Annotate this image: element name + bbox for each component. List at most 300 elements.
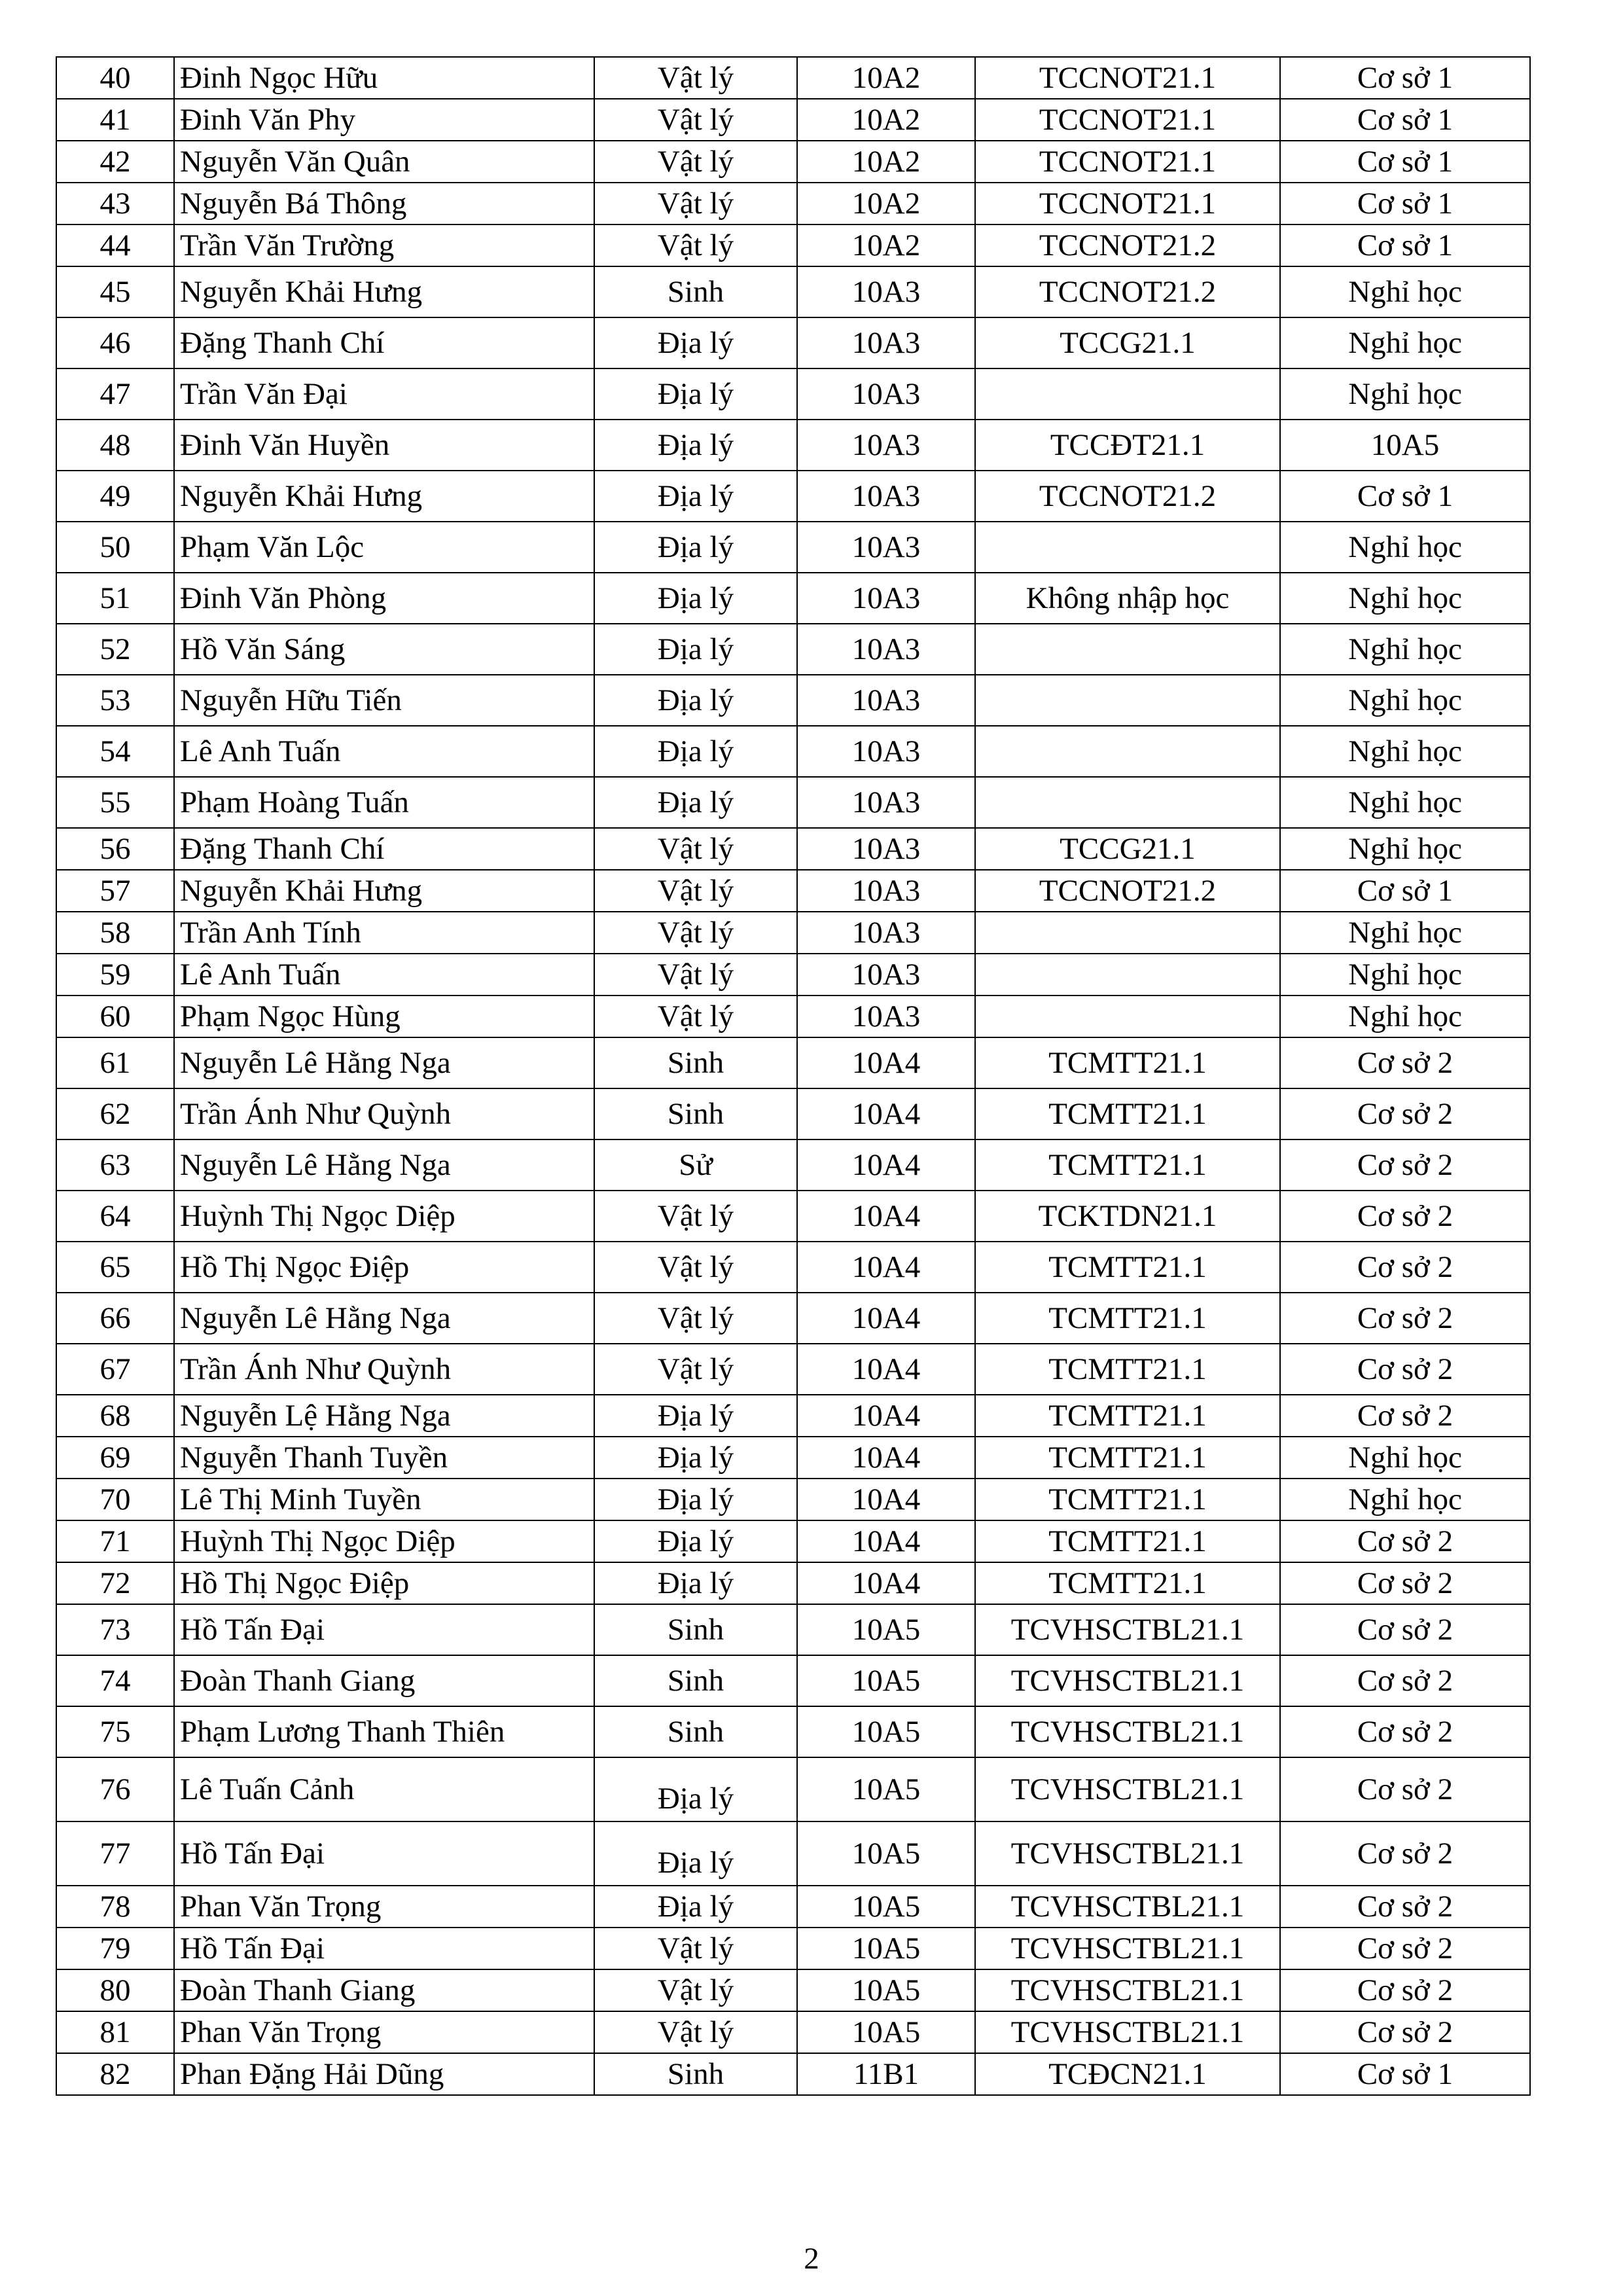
row-number-cell: 70: [56, 1479, 174, 1520]
subject-cell: Địa lý: [594, 726, 797, 777]
status-cell: Cơ sở 1: [1280, 183, 1530, 224]
subject-cell: Vật lý: [594, 1242, 797, 1293]
table-row: [56, 573, 1530, 624]
program-code-cell: TCCNOT21.2: [975, 266, 1280, 317]
subject-cell: Địa lý: [594, 471, 797, 522]
class-cell: 10A5: [797, 1604, 975, 1655]
class-cell: 10A5: [797, 1969, 975, 2011]
row-number-cell: 68: [56, 1395, 174, 1437]
row-number-cell: 40: [56, 57, 174, 99]
student-name-cell: Phạm Ngọc Hùng: [174, 996, 594, 1037]
student-name-cell: Phạm Văn Lộc: [174, 522, 594, 573]
status-cell: Cơ sở 1: [1280, 870, 1530, 912]
class-cell: 10A4: [797, 1395, 975, 1437]
class-cell: 10A4: [797, 1088, 975, 1139]
program-code-cell: [975, 912, 1280, 954]
status-cell: Cơ sở 2: [1280, 1242, 1530, 1293]
row-number-cell: 43: [56, 183, 174, 224]
class-cell: 10A3: [797, 675, 975, 726]
row-number-cell: 42: [56, 141, 174, 183]
class-cell: 10A3: [797, 777, 975, 828]
status-cell: Nghỉ học: [1280, 317, 1530, 368]
row-number-cell: 51: [56, 573, 174, 624]
row-number-cell: 53: [56, 675, 174, 726]
program-code-cell: TCVHSCTBL21.1: [975, 1821, 1280, 1886]
program-code-cell: TCKTDN21.1: [975, 1191, 1280, 1242]
table-row: [56, 870, 1530, 912]
row-number-cell: 49: [56, 471, 174, 522]
program-code-cell: TCMTT21.1: [975, 1088, 1280, 1139]
program-code-cell: [975, 726, 1280, 777]
student-name-cell: Đặng Thanh Chí: [174, 317, 594, 368]
subject-cell: Địa lý: [594, 675, 797, 726]
row-number-cell: 46: [56, 317, 174, 368]
subject-cell: Vật lý: [594, 224, 797, 266]
subject-cell: Địa lý: [594, 1479, 797, 1520]
subject-cell: Địa lý: [594, 522, 797, 573]
student-name-cell: Nguyễn Bá Thông: [174, 183, 594, 224]
program-code-cell: [975, 777, 1280, 828]
status-cell: Cơ sở 2: [1280, 1604, 1530, 1655]
status-cell: 10A5: [1280, 420, 1530, 471]
table-row: [56, 624, 1530, 675]
subject-cell: Sinh: [594, 1655, 797, 1706]
subject-cell: Vật lý: [594, 57, 797, 99]
table-row: [56, 954, 1530, 996]
program-code-cell: TCMTT21.1: [975, 1242, 1280, 1293]
table-row: [56, 912, 1530, 954]
program-code-cell: TCMTT21.1: [975, 1479, 1280, 1520]
program-code-cell: TCCG21.1: [975, 317, 1280, 368]
student-name-cell: Hồ Thị Ngọc Điệp: [174, 1242, 594, 1293]
class-cell: 10A2: [797, 99, 975, 141]
subject-cell: Vật lý: [594, 996, 797, 1037]
program-code-cell: TCMTT21.1: [975, 1293, 1280, 1344]
status-cell: Nghỉ học: [1280, 996, 1530, 1037]
table-row: [56, 828, 1530, 870]
class-cell: 10A4: [797, 1293, 975, 1344]
student-name-cell: Hồ Tấn Đại: [174, 1821, 594, 1886]
subject-cell: Địa lý: [594, 368, 797, 420]
table-row: [56, 57, 1530, 99]
subject-cell: Vật lý: [594, 1191, 797, 1242]
table-row: [56, 141, 1530, 183]
class-cell: 10A5: [797, 2011, 975, 2053]
table-row: [56, 1088, 1530, 1139]
subject-cell: Vật lý: [594, 99, 797, 141]
class-cell: 10A4: [797, 1479, 975, 1520]
program-code-cell: TCVHSCTBL21.1: [975, 1928, 1280, 1969]
table-row: [56, 522, 1530, 573]
status-cell: Cơ sở 2: [1280, 1344, 1530, 1395]
row-number-cell: 78: [56, 1886, 174, 1928]
table-row: [56, 1344, 1530, 1395]
row-number-cell: 56: [56, 828, 174, 870]
status-cell: Cơ sở 2: [1280, 1395, 1530, 1437]
subject-cell: Sinh: [594, 1037, 797, 1088]
status-cell: Nghỉ học: [1280, 675, 1530, 726]
status-cell: Nghỉ học: [1280, 368, 1530, 420]
table-row: [56, 1479, 1530, 1520]
program-code-cell: [975, 624, 1280, 675]
program-code-cell: TCCĐT21.1: [975, 420, 1280, 471]
student-name-cell: Huỳnh Thị Ngọc Diệp: [174, 1520, 594, 1562]
row-number-cell: 64: [56, 1191, 174, 1242]
status-cell: Cơ sở 2: [1280, 2011, 1530, 2053]
row-number-cell: 75: [56, 1706, 174, 1757]
table-row: [56, 1821, 1530, 1886]
row-number-cell: 72: [56, 1562, 174, 1604]
class-cell: 10A3: [797, 573, 975, 624]
status-cell: Nghỉ học: [1280, 1437, 1530, 1479]
row-number-cell: 58: [56, 912, 174, 954]
status-cell: Nghỉ học: [1280, 1479, 1530, 1520]
subject-cell: Vật lý: [594, 183, 797, 224]
table-row: [56, 1928, 1530, 1969]
status-cell: Cơ sở 2: [1280, 1520, 1530, 1562]
program-code-cell: TCMTT21.1: [975, 1037, 1280, 1088]
program-code-cell: TCMTT21.1: [975, 1437, 1280, 1479]
class-cell: 10A3: [797, 420, 975, 471]
subject-cell: Địa lý: [594, 1520, 797, 1562]
class-cell: 11B1: [797, 2053, 975, 2095]
page-number: 2: [804, 2242, 819, 2276]
program-code-cell: [975, 996, 1280, 1037]
table-row: [56, 1191, 1530, 1242]
program-code-cell: TCCNOT21.2: [975, 870, 1280, 912]
table-row: [56, 266, 1530, 317]
subject-cell: Sử: [594, 1139, 797, 1191]
class-cell: 10A3: [797, 726, 975, 777]
student-name-cell: Hồ Tấn Đại: [174, 1928, 594, 1969]
status-cell: Cơ sở 2: [1280, 1293, 1530, 1344]
table-row: [56, 726, 1530, 777]
student-name-cell: Đoàn Thanh Giang: [174, 1969, 594, 2011]
row-number-cell: 50: [56, 522, 174, 573]
student-name-cell: Trần Văn Trường: [174, 224, 594, 266]
status-cell: Cơ sở 2: [1280, 1191, 1530, 1242]
program-code-cell: TCCNOT21.1: [975, 183, 1280, 224]
student-name-cell: Hồ Thị Ngọc Điệp: [174, 1562, 594, 1604]
program-code-cell: TCVHSCTBL21.1: [975, 1757, 1280, 1821]
program-code-cell: TCVHSCTBL21.1: [975, 1886, 1280, 1928]
row-number-cell: 69: [56, 1437, 174, 1479]
subject-cell: Sinh: [594, 266, 797, 317]
row-number-cell: 79: [56, 1928, 174, 1969]
class-cell: 10A3: [797, 317, 975, 368]
class-cell: 10A3: [797, 912, 975, 954]
row-number-cell: 59: [56, 954, 174, 996]
status-cell: Cơ sở 2: [1280, 1969, 1530, 2011]
class-cell: 10A3: [797, 624, 975, 675]
student-name-cell: Nguyễn Hữu Tiến: [174, 675, 594, 726]
status-cell: Cơ sở 2: [1280, 1821, 1530, 1886]
subject-cell: Vật lý: [594, 1969, 797, 2011]
student-name-cell: Trần Ánh Như Quỳnh: [174, 1344, 594, 1395]
class-cell: 10A3: [797, 954, 975, 996]
subject-cell: Địa lý: [594, 777, 797, 828]
student-name-cell: Nguyễn Khải Hưng: [174, 471, 594, 522]
class-cell: 10A5: [797, 1886, 975, 1928]
student-name-cell: Hồ Tấn Đại: [174, 1604, 594, 1655]
program-code-cell: TCMTT21.1: [975, 1139, 1280, 1191]
student-name-cell: Đinh Văn Huyền: [174, 420, 594, 471]
program-code-cell: TCĐCN21.1: [975, 2053, 1280, 2095]
row-number-cell: 77: [56, 1821, 174, 1886]
row-number-cell: 73: [56, 1604, 174, 1655]
program-code-cell: TCCNOT21.1: [975, 57, 1280, 99]
program-code-cell: [975, 368, 1280, 420]
row-number-cell: 45: [56, 266, 174, 317]
row-number-cell: 55: [56, 777, 174, 828]
class-cell: 10A5: [797, 1928, 975, 1969]
table-row: [56, 1395, 1530, 1437]
student-name-cell: Phạm Lương Thanh Thiên: [174, 1706, 594, 1757]
status-cell: Cơ sở 2: [1280, 1706, 1530, 1757]
subject-cell: Địa lý: [594, 1886, 797, 1928]
table-row: [56, 317, 1530, 368]
status-cell: Cơ sở 1: [1280, 141, 1530, 183]
program-code-cell: TCVHSCTBL21.1: [975, 2011, 1280, 2053]
status-cell: Cơ sở 2: [1280, 1037, 1530, 1088]
class-cell: 10A4: [797, 1037, 975, 1088]
row-number-cell: 47: [56, 368, 174, 420]
row-number-cell: 41: [56, 99, 174, 141]
status-cell: Cơ sở 1: [1280, 2053, 1530, 2095]
row-number-cell: 61: [56, 1037, 174, 1088]
class-cell: 10A3: [797, 368, 975, 420]
table-row: [56, 183, 1530, 224]
program-code-cell: Không nhập học: [975, 573, 1280, 624]
table-row: [56, 1604, 1530, 1655]
row-number-cell: 81: [56, 2011, 174, 2053]
program-code-cell: TCVHSCTBL21.1: [975, 1655, 1280, 1706]
subject-cell: Sinh: [594, 1604, 797, 1655]
subject-cell: Vật lý: [594, 1344, 797, 1395]
subject-cell: Vật lý: [594, 870, 797, 912]
row-number-cell: 54: [56, 726, 174, 777]
class-cell: 10A5: [797, 1706, 975, 1757]
class-cell: 10A3: [797, 471, 975, 522]
table-row: [56, 2011, 1530, 2053]
subject-cell: Vật lý: [594, 828, 797, 870]
subject-cell: Địa lý: [594, 573, 797, 624]
class-cell: 10A4: [797, 1344, 975, 1395]
student-name-cell: Nguyễn Khải Hưng: [174, 870, 594, 912]
subject-cell: Địa lý: [594, 420, 797, 471]
program-code-cell: TCMTT21.1: [975, 1562, 1280, 1604]
table-row: [56, 224, 1530, 266]
class-cell: 10A3: [797, 828, 975, 870]
class-cell: 10A4: [797, 1139, 975, 1191]
row-number-cell: 62: [56, 1088, 174, 1139]
subject-cell: Sinh: [594, 1706, 797, 1757]
program-code-cell: [975, 954, 1280, 996]
table-row: [56, 1437, 1530, 1479]
program-code-cell: [975, 675, 1280, 726]
status-cell: Nghỉ học: [1280, 954, 1530, 996]
student-name-cell: Đinh Văn Phòng: [174, 573, 594, 624]
table-row: [56, 1139, 1530, 1191]
subject-cell: Vật lý: [594, 1928, 797, 1969]
student-name-cell: Đinh Ngọc Hữu: [174, 57, 594, 99]
student-name-cell: Trần Anh Tính: [174, 912, 594, 954]
subject-cell: Địa lý: [594, 1437, 797, 1479]
table-row: [56, 675, 1530, 726]
status-cell: Cơ sở 1: [1280, 471, 1530, 522]
student-name-cell: Hồ Văn Sáng: [174, 624, 594, 675]
row-number-cell: 44: [56, 224, 174, 266]
status-cell: Cơ sở 2: [1280, 1562, 1530, 1604]
class-cell: 10A2: [797, 141, 975, 183]
subject-cell: Sinh: [594, 2053, 797, 2095]
table-row: [56, 1969, 1530, 2011]
row-number-cell: 65: [56, 1242, 174, 1293]
subject-cell: Vật lý: [594, 954, 797, 996]
class-cell: 10A2: [797, 183, 975, 224]
status-cell: Nghỉ học: [1280, 573, 1530, 624]
status-cell: Cơ sở 2: [1280, 1928, 1530, 1969]
student-name-cell: Nguyễn Lê Hằng Nga: [174, 1293, 594, 1344]
class-cell: 10A4: [797, 1562, 975, 1604]
program-code-cell: TCMTT21.1: [975, 1344, 1280, 1395]
student-name-cell: Đoàn Thanh Giang: [174, 1655, 594, 1706]
student-name-cell: Nguyễn Khải Hưng: [174, 266, 594, 317]
table-row: [56, 1562, 1530, 1604]
status-cell: Cơ sở 1: [1280, 57, 1530, 99]
status-cell: Nghỉ học: [1280, 522, 1530, 573]
student-table: [56, 56, 1531, 2096]
table-row: [56, 1037, 1530, 1088]
table-row: [56, 1520, 1530, 1562]
table-row: [56, 1293, 1530, 1344]
table-row: [56, 996, 1530, 1037]
row-number-cell: 57: [56, 870, 174, 912]
class-cell: 10A5: [797, 1655, 975, 1706]
subject-cell: Vật lý: [594, 1293, 797, 1344]
table-row: [56, 99, 1530, 141]
subject-cell: Địa lý: [594, 317, 797, 368]
program-code-cell: TCCNOT21.1: [975, 141, 1280, 183]
row-number-cell: 74: [56, 1655, 174, 1706]
class-cell: 10A5: [797, 1757, 975, 1821]
row-number-cell: 52: [56, 624, 174, 675]
status-cell: Nghỉ học: [1280, 828, 1530, 870]
student-name-cell: Lê Thị Minh Tuyền: [174, 1479, 594, 1520]
class-cell: 10A4: [797, 1191, 975, 1242]
table-row: [56, 420, 1530, 471]
class-cell: 10A3: [797, 266, 975, 317]
table-row: [56, 2053, 1530, 2095]
class-cell: 10A2: [797, 224, 975, 266]
student-name-cell: Nguyễn Văn Quân: [174, 141, 594, 183]
student-name-cell: Đinh Văn Phy: [174, 99, 594, 141]
class-cell: 10A3: [797, 996, 975, 1037]
class-cell: 10A4: [797, 1520, 975, 1562]
program-code-cell: TCVHSCTBL21.1: [975, 1604, 1280, 1655]
student-name-cell: Lê Anh Tuấn: [174, 726, 594, 777]
student-name-cell: Nguyễn Lê Hằng Nga: [174, 1037, 594, 1088]
class-cell: 10A4: [797, 1242, 975, 1293]
program-code-cell: TCVHSCTBL21.1: [975, 1706, 1280, 1757]
program-code-cell: TCMTT21.1: [975, 1520, 1280, 1562]
student-name-cell: Huỳnh Thị Ngọc Diệp: [174, 1191, 594, 1242]
subject-cell: Địa lý: [594, 1821, 797, 1886]
class-cell: 10A3: [797, 522, 975, 573]
program-code-cell: TCCG21.1: [975, 828, 1280, 870]
row-number-cell: 67: [56, 1344, 174, 1395]
row-number-cell: 63: [56, 1139, 174, 1191]
status-cell: Cơ sở 2: [1280, 1088, 1530, 1139]
subject-cell: Sinh: [594, 1088, 797, 1139]
student-name-cell: Nguyễn Lệ Hằng Nga: [174, 1395, 594, 1437]
program-code-cell: TCMTT21.1: [975, 1395, 1280, 1437]
row-number-cell: 71: [56, 1520, 174, 1562]
status-cell: Cơ sở 1: [1280, 224, 1530, 266]
student-name-cell: Đặng Thanh Chí: [174, 828, 594, 870]
status-cell: Nghỉ học: [1280, 624, 1530, 675]
subject-cell: Địa lý: [594, 1562, 797, 1604]
status-cell: Nghỉ học: [1280, 266, 1530, 317]
student-name-cell: Trần Văn Đại: [174, 368, 594, 420]
table-row: [56, 1655, 1530, 1706]
subject-cell: Vật lý: [594, 2011, 797, 2053]
program-code-cell: TCCNOT21.1: [975, 99, 1280, 141]
subject-cell: Vật lý: [594, 912, 797, 954]
student-name-cell: Nguyễn Thanh Tuyền: [174, 1437, 594, 1479]
program-code-cell: TCCNOT21.2: [975, 224, 1280, 266]
table-row: [56, 1757, 1530, 1821]
table-row: [56, 471, 1530, 522]
student-name-cell: Nguyễn Lê Hằng Nga: [174, 1139, 594, 1191]
row-number-cell: 76: [56, 1757, 174, 1821]
student-name-cell: Trần Ánh Như Quỳnh: [174, 1088, 594, 1139]
subject-cell: Địa lý: [594, 624, 797, 675]
row-number-cell: 60: [56, 996, 174, 1037]
class-cell: 10A2: [797, 57, 975, 99]
table-row: [56, 1886, 1530, 1928]
student-name-cell: Phạm Hoàng Tuấn: [174, 777, 594, 828]
class-cell: 10A5: [797, 1821, 975, 1886]
program-code-cell: [975, 522, 1280, 573]
subject-cell: Địa lý: [594, 1757, 797, 1821]
program-code-cell: TCCNOT21.2: [975, 471, 1280, 522]
row-number-cell: 48: [56, 420, 174, 471]
program-code-cell: TCVHSCTBL21.1: [975, 1969, 1280, 2011]
table-row: [56, 368, 1530, 420]
status-cell: Nghỉ học: [1280, 726, 1530, 777]
class-cell: 10A4: [797, 1437, 975, 1479]
class-cell: 10A3: [797, 870, 975, 912]
table-row: [56, 1706, 1530, 1757]
row-number-cell: 80: [56, 1969, 174, 2011]
student-name-cell: Phan Văn Trọng: [174, 1886, 594, 1928]
table-row: [56, 777, 1530, 828]
status-cell: Cơ sở 2: [1280, 1757, 1530, 1821]
student-name-cell: Phan Đặng Hải Dũng: [174, 2053, 594, 2095]
status-cell: Cơ sở 2: [1280, 1139, 1530, 1191]
table-row: [56, 1242, 1530, 1293]
row-number-cell: 66: [56, 1293, 174, 1344]
student-table-body: [56, 57, 1530, 2095]
status-cell: Cơ sở 2: [1280, 1655, 1530, 1706]
status-cell: Cơ sở 2: [1280, 1886, 1530, 1928]
student-name-cell: Lê Anh Tuấn: [174, 954, 594, 996]
student-name-cell: Lê Tuấn Cảnh: [174, 1757, 594, 1821]
status-cell: Nghỉ học: [1280, 777, 1530, 828]
row-number-cell: 82: [56, 2053, 174, 2095]
status-cell: Cơ sở 1: [1280, 99, 1530, 141]
